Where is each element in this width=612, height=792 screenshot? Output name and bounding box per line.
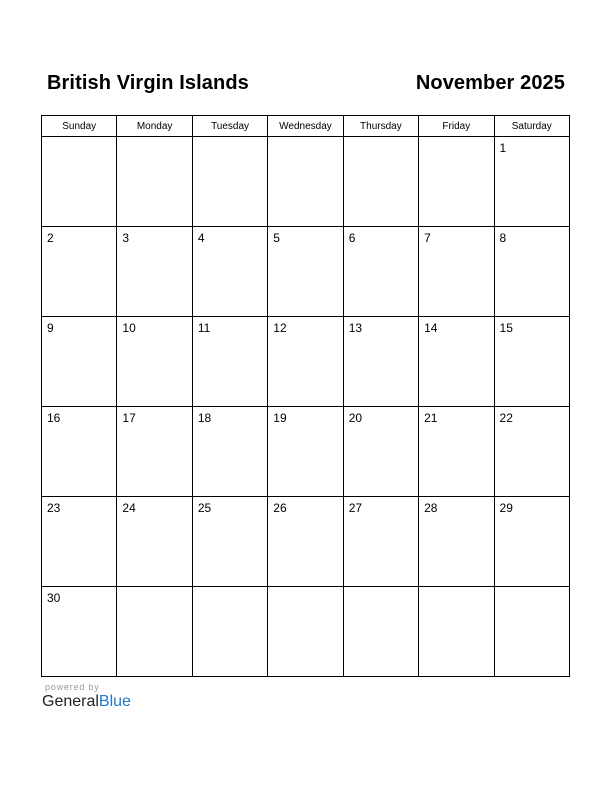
day-cell: [343, 587, 418, 677]
day-cell: [268, 317, 343, 407]
day-number: 7: [424, 231, 431, 245]
day-cell: [192, 497, 267, 587]
week-row: [42, 227, 570, 317]
day-cell: [42, 317, 117, 407]
day-cell: [117, 587, 192, 677]
day-number: 27: [348, 501, 363, 515]
day-cell: [419, 497, 494, 587]
day-number: 26: [273, 501, 287, 515]
day-cell: [343, 137, 418, 227]
day-cell: [192, 587, 267, 677]
weekday-header: Thursday: [343, 116, 418, 137]
day-cell: [268, 227, 343, 317]
day-cell: [192, 227, 267, 317]
month-calendar-grid: [41, 115, 570, 677]
day-number: [193, 587, 267, 591]
day-cell: [192, 317, 267, 407]
day-cell: [419, 317, 494, 407]
day-number: 18: [197, 411, 212, 425]
day-number: [419, 587, 493, 591]
day-number: 15: [499, 321, 513, 335]
day-number: [268, 587, 342, 591]
day-cell: [343, 227, 418, 317]
day-number: 17: [122, 411, 136, 425]
day-number: 4: [197, 231, 205, 245]
day-cell: [268, 407, 343, 497]
day-number: 10: [122, 321, 136, 335]
day-cell: [42, 137, 117, 227]
day-number: 23: [47, 501, 61, 515]
day-number: 22: [499, 411, 513, 425]
day-number: 2: [47, 231, 54, 245]
day-cell: [268, 497, 343, 587]
day-number: 19: [273, 411, 287, 425]
day-cell: [42, 497, 117, 587]
day-cell: [117, 317, 192, 407]
powered-by-label: powered by: [45, 682, 100, 692]
week-row: [42, 497, 570, 587]
day-number: [117, 587, 191, 591]
brand-blue-text: Blue: [98, 693, 131, 710]
day-number: 1: [499, 141, 507, 155]
day-number: 25: [197, 501, 212, 515]
day-number: 20: [348, 411, 363, 425]
day-number: 14: [424, 321, 438, 335]
week-row: [42, 587, 570, 677]
day-cell: [419, 587, 494, 677]
weekday-header: Wednesday: [268, 116, 343, 137]
day-number: 6: [348, 231, 356, 245]
day-number: 24: [122, 501, 136, 515]
day-number: 28: [424, 501, 438, 515]
day-number: 13: [348, 321, 363, 335]
day-cell: [268, 587, 343, 677]
week-row: [42, 317, 570, 407]
week-row: [42, 137, 570, 227]
day-number: [419, 137, 493, 141]
day-cell: [42, 227, 117, 317]
day-number: [193, 137, 267, 141]
day-cell: [419, 137, 494, 227]
weekday-header: Sunday: [42, 116, 117, 137]
day-cell: [117, 497, 192, 587]
day-number: [42, 137, 116, 141]
day-cell: [494, 407, 569, 497]
calendar-month-title: November 2025: [415, 72, 565, 94]
day-number: 11: [197, 321, 211, 335]
day-number: 30: [47, 591, 61, 605]
generalblue-logo[interactable]: [42, 693, 131, 711]
day-cell: [494, 587, 569, 677]
day-cell: [192, 407, 267, 497]
day-cell: [419, 407, 494, 497]
day-cell: [419, 227, 494, 317]
day-number: [344, 137, 418, 141]
day-number: 8: [499, 231, 507, 245]
day-number: 12: [273, 321, 287, 335]
weekday-header: Monday: [117, 116, 192, 137]
week-row: [42, 407, 570, 497]
day-cell: [343, 407, 418, 497]
weekday-header: Saturday: [494, 116, 569, 137]
day-cell: [268, 137, 343, 227]
day-cell: [117, 137, 192, 227]
day-number: [117, 137, 191, 141]
calendar-country-title: British Virgin Islands: [47, 72, 249, 94]
day-number: 16: [47, 411, 61, 425]
day-number: [268, 137, 342, 141]
weekday-header: Friday: [419, 116, 494, 137]
day-cell: [117, 227, 192, 317]
weekday-header-row: [42, 116, 570, 137]
day-cell: [494, 497, 569, 587]
day-cell: [343, 497, 418, 587]
day-cell: [494, 137, 569, 227]
day-number: [344, 587, 418, 591]
day-number: 9: [47, 321, 54, 335]
day-number: 3: [122, 231, 130, 245]
day-number: 29: [499, 501, 513, 515]
day-cell: [42, 407, 117, 497]
day-cell: [192, 137, 267, 227]
day-number: [495, 587, 569, 591]
day-number: 21: [424, 411, 438, 425]
day-cell: [117, 407, 192, 497]
day-cell: [343, 317, 418, 407]
weekday-header: Tuesday: [192, 116, 267, 137]
brand-general-text: General: [42, 693, 99, 710]
day-cell: [494, 227, 569, 317]
day-number: 5: [273, 231, 280, 245]
day-cell: [42, 587, 117, 677]
day-cell: [494, 317, 569, 407]
